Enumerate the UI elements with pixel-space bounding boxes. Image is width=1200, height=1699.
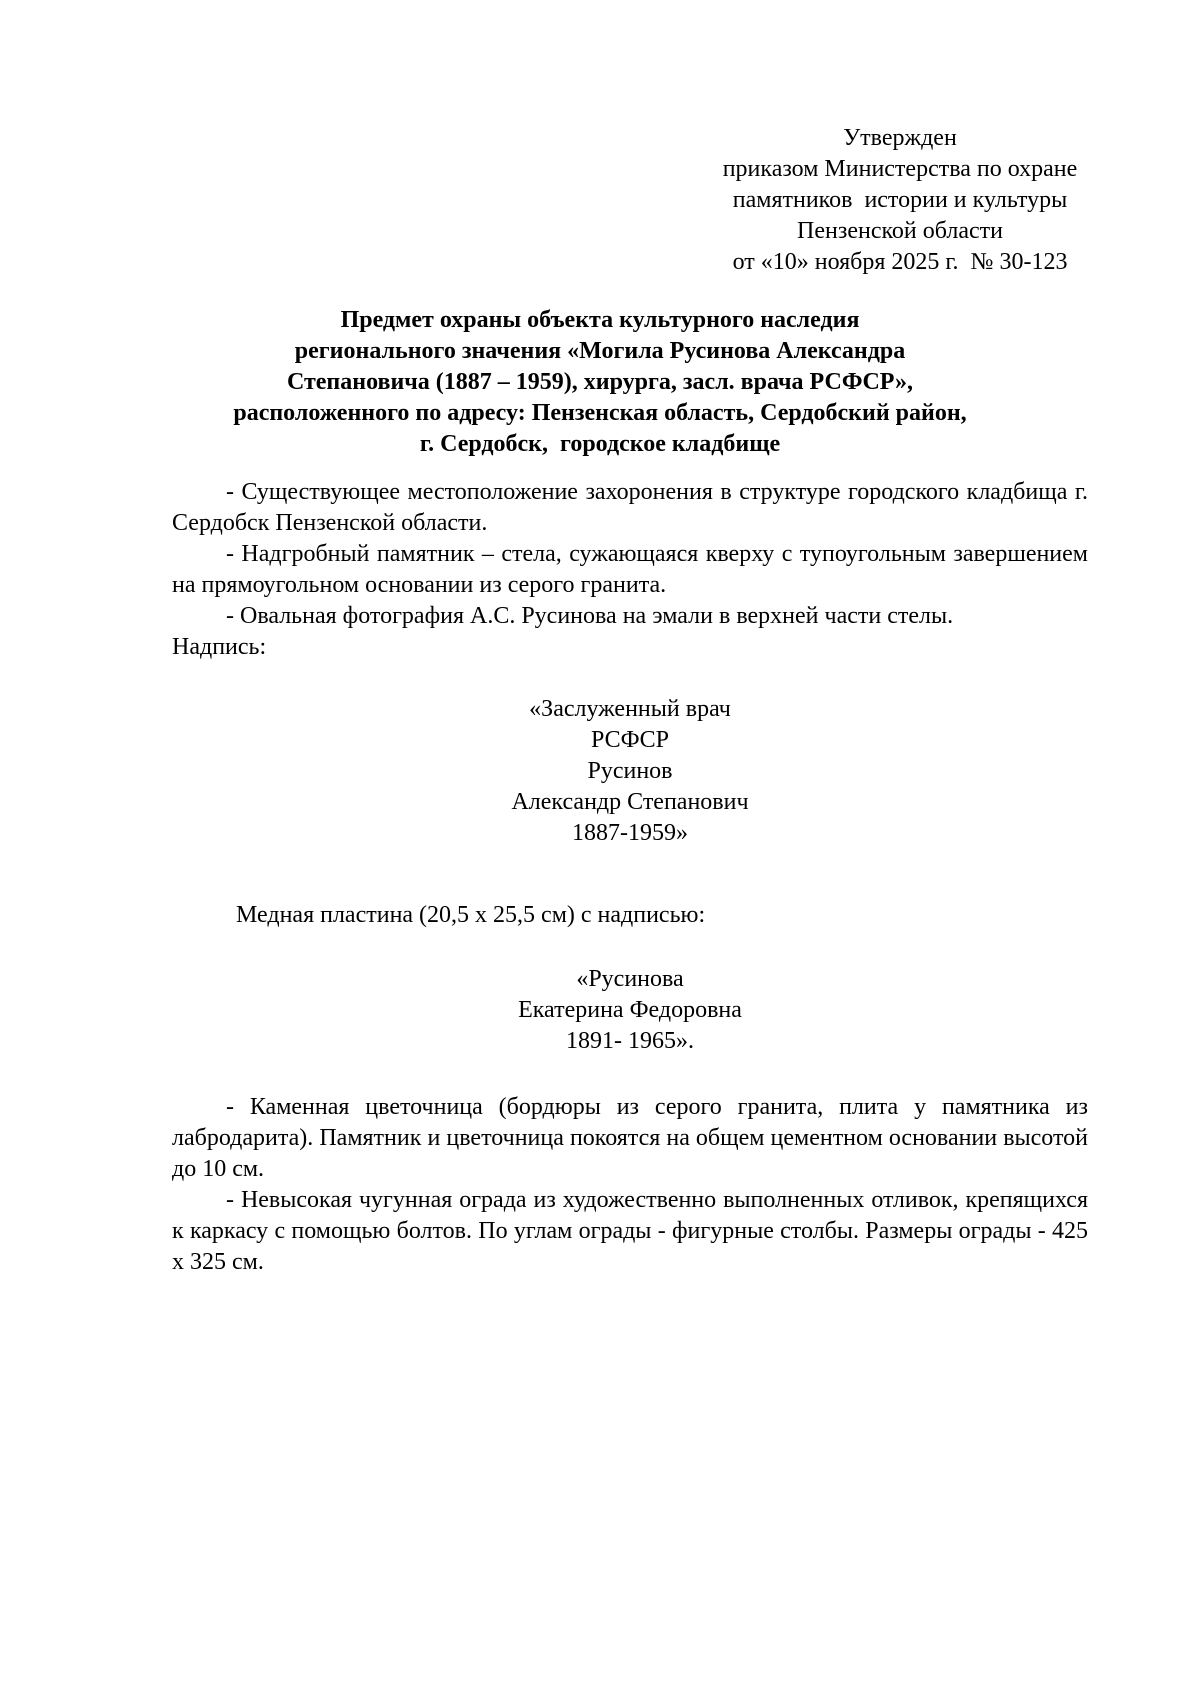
inscription-line: Русинов — [587, 758, 673, 784]
inscription-line: Александр Степанович — [511, 789, 749, 815]
approval-line: Пензенской области — [797, 218, 1003, 244]
approval-order-date-number: от «10» ноября 2025 г. № 30-123 — [732, 249, 1068, 275]
inscription-label: Надпись: — [172, 634, 267, 660]
title-line: расположенного по адресу: Пензенская область, Сердобский район, — [233, 400, 967, 426]
approval-stamp-block — [690, 123, 1110, 278]
protection-item: - Существующее местоположение захоронения в структуре городского кладбища г. Сердобск Пензенской области. — [172, 479, 1088, 536]
approval-line: Утвержден — [843, 125, 957, 151]
monument-inscription — [172, 694, 1088, 849]
plate-inscription-line: Екатерина Федоровна — [518, 997, 742, 1023]
protection-items-top — [172, 477, 1088, 663]
title-line: регионального значения «Могила Русинова Александра — [294, 338, 906, 364]
title-line: Предмет охраны объекта культурного наследия — [340, 307, 860, 333]
copper-plate-caption: Медная пластина (20,5 х 25,5 см) с надписью: — [236, 902, 706, 928]
protection-item: - Невысокая чугунная ограда из художественно выполненных отливок, крепящихся к каркасу с помощью болтов. По углам ограды - фигурные столбы. Размеры ограды - 425 х 325 см. — [172, 1187, 1088, 1275]
plate-inscription-line: 1891- 1965». — [566, 1028, 694, 1054]
approval-line: приказом Министерства по охране — [722, 156, 1078, 182]
protection-item: - Овальная фотография А.С. Русинова на эмали в верхней части стелы. — [226, 603, 954, 629]
document-title — [150, 305, 1050, 460]
inscription-line: «Заслуженный врач — [529, 696, 731, 722]
approval-line: памятников истории и культуры — [732, 187, 1068, 213]
inscription-line: РСФСР — [591, 727, 669, 753]
protection-item: - Надгробный памятник – стела, сужающаяся кверху с тупоугольным завершением на прямоугольном основании из серого гранита. — [172, 541, 1088, 598]
title-line: Степановича (1887 – 1959), хирурга, засл. врача РСФСР», — [286, 369, 914, 395]
plate-inscription — [172, 964, 1088, 1057]
plate-inscription-line: «Русинова — [576, 966, 684, 992]
inscription-line: 1887-1959» — [572, 820, 688, 846]
protection-items-bottom — [172, 1092, 1088, 1278]
protection-item: - Каменная цветочница (бордюры из серого гранита, плита у памятника из лабродарита). Памятник и цветочница покоятся на общем цементном основании высотой до 10 см. — [172, 1094, 1088, 1182]
title-line: г. Сердобск, городское кладбище — [419, 431, 781, 457]
